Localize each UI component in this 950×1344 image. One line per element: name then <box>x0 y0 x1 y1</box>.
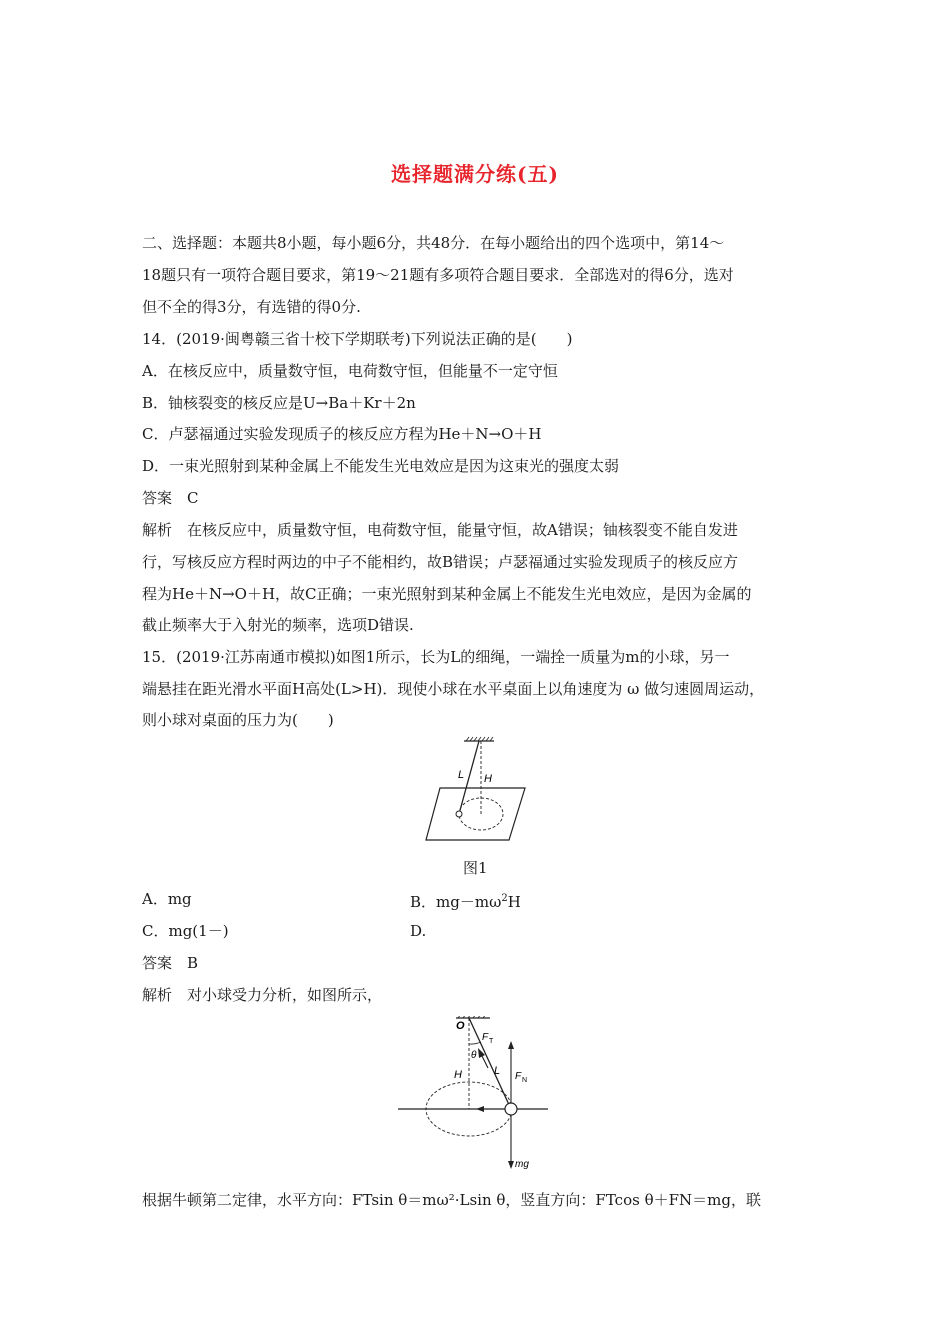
q14-option-b: B．铀核裂变的核反应是U→Ba＋Kr＋2n <box>142 394 416 412</box>
intro-line-1: 二、选择题：本题共8小题，每小题6分，共48分．在每小题给出的四个选项中，第14～ <box>142 234 725 252</box>
fig1-label-h: H <box>484 773 492 785</box>
q15-answer: 答案 B <box>142 954 199 972</box>
figure-2-force-diagram <box>398 1016 548 1176</box>
fig2-label-fn: F <box>515 1071 522 1082</box>
intro-line-2: 18题只有一项符合题目要求，第19～21题有多项符合题目要求．全部选对的得6分，选对 <box>142 266 734 284</box>
q14-option-c: C．卢瑟福通过实验发现质子的核反应方程为He＋N→O＋H <box>142 425 542 443</box>
q15-option-b <box>410 889 521 912</box>
fig2-label-ft-sub: T <box>489 1038 494 1045</box>
fig2-label-mg: mg <box>515 1159 529 1170</box>
figure-1-pendulum-diagram <box>420 736 530 844</box>
q14-analysis-4: 截止频率大于入射光的频率，选项D错误. <box>142 616 414 634</box>
fig1-label-l: L <box>458 769 465 781</box>
q15-option-d: D. <box>410 922 427 940</box>
intro-line-3: 但不全的得3分，有选错的得0分. <box>142 298 361 316</box>
q15-stem-3: 则小球对桌面的压力为( ) <box>142 711 334 729</box>
fig2-label-l: L <box>494 1065 501 1077</box>
q14-option-a: A．在核反应中，质量数守恒，电荷数守恒，但能量不一定守恒 <box>142 362 558 380</box>
q15-option-a: A．mg <box>142 890 192 908</box>
fig2-label-fn-sub: N <box>522 1077 528 1084</box>
q15-last-line: 根据牛顿第二定律，水平方向：FTsin θ＝mω²·Lsin θ，竖直方向：FTcos θ＋FN＝mg，联 <box>142 1191 761 1209</box>
q14-analysis-1: 解析 在核反应中，质量数守恒，电荷数守恒，能量守恒，故A错误；铀核裂变不能自发进 <box>142 521 738 539</box>
q15-option-c: C．mg(1－) <box>142 922 229 940</box>
q15-option-b-exponent: 2 <box>501 893 508 904</box>
q14-stem: 14．(2019·闽粤赣三省十校下学期联考)下列说法正确的是( ) <box>142 330 573 348</box>
page-title: 选择题满分练(五) <box>391 162 559 186</box>
q15-option-b-h: H <box>507 893 521 911</box>
q15-option-b-main: B．mg－mω <box>410 893 502 911</box>
q14-option-d: D．一束光照射到某种金属上不能发生光电效应是因为这束光的强度太弱 <box>142 457 620 475</box>
q15-stem-2: 端悬挂在距光滑水平面H高处(L>H)．现使小球在水平桌面上以角速度为 ω 做匀速圆周运动， <box>142 680 765 698</box>
q15-stem-1: 15．(2019·江苏南通市模拟)如图1所示，长为L的细绳，一端拴一质量为m的小球，另一 <box>142 648 730 666</box>
q14-analysis-3: 程为He＋N→O＋H，故C正确；一束光照射到某种金属上不能发生光电效应，是因为金属的 <box>142 585 752 603</box>
q15-analysis: 解析 对小球受力分析，如图所示， <box>142 986 383 1004</box>
fig2-label-h: H <box>454 1069 462 1081</box>
fig2-label-ft: F <box>482 1032 489 1043</box>
fig2-label-o: O <box>456 1020 465 1032</box>
fig2-label-theta: θ <box>471 1050 477 1061</box>
q14-answer: 答案 C <box>142 489 199 507</box>
q14-analysis-2: 行，写核反应方程时两边的中子不能相约，故B错误；卢瑟福通过实验发现质子的核反应方 <box>142 553 739 571</box>
figure-1-caption: 图1 <box>463 859 488 877</box>
